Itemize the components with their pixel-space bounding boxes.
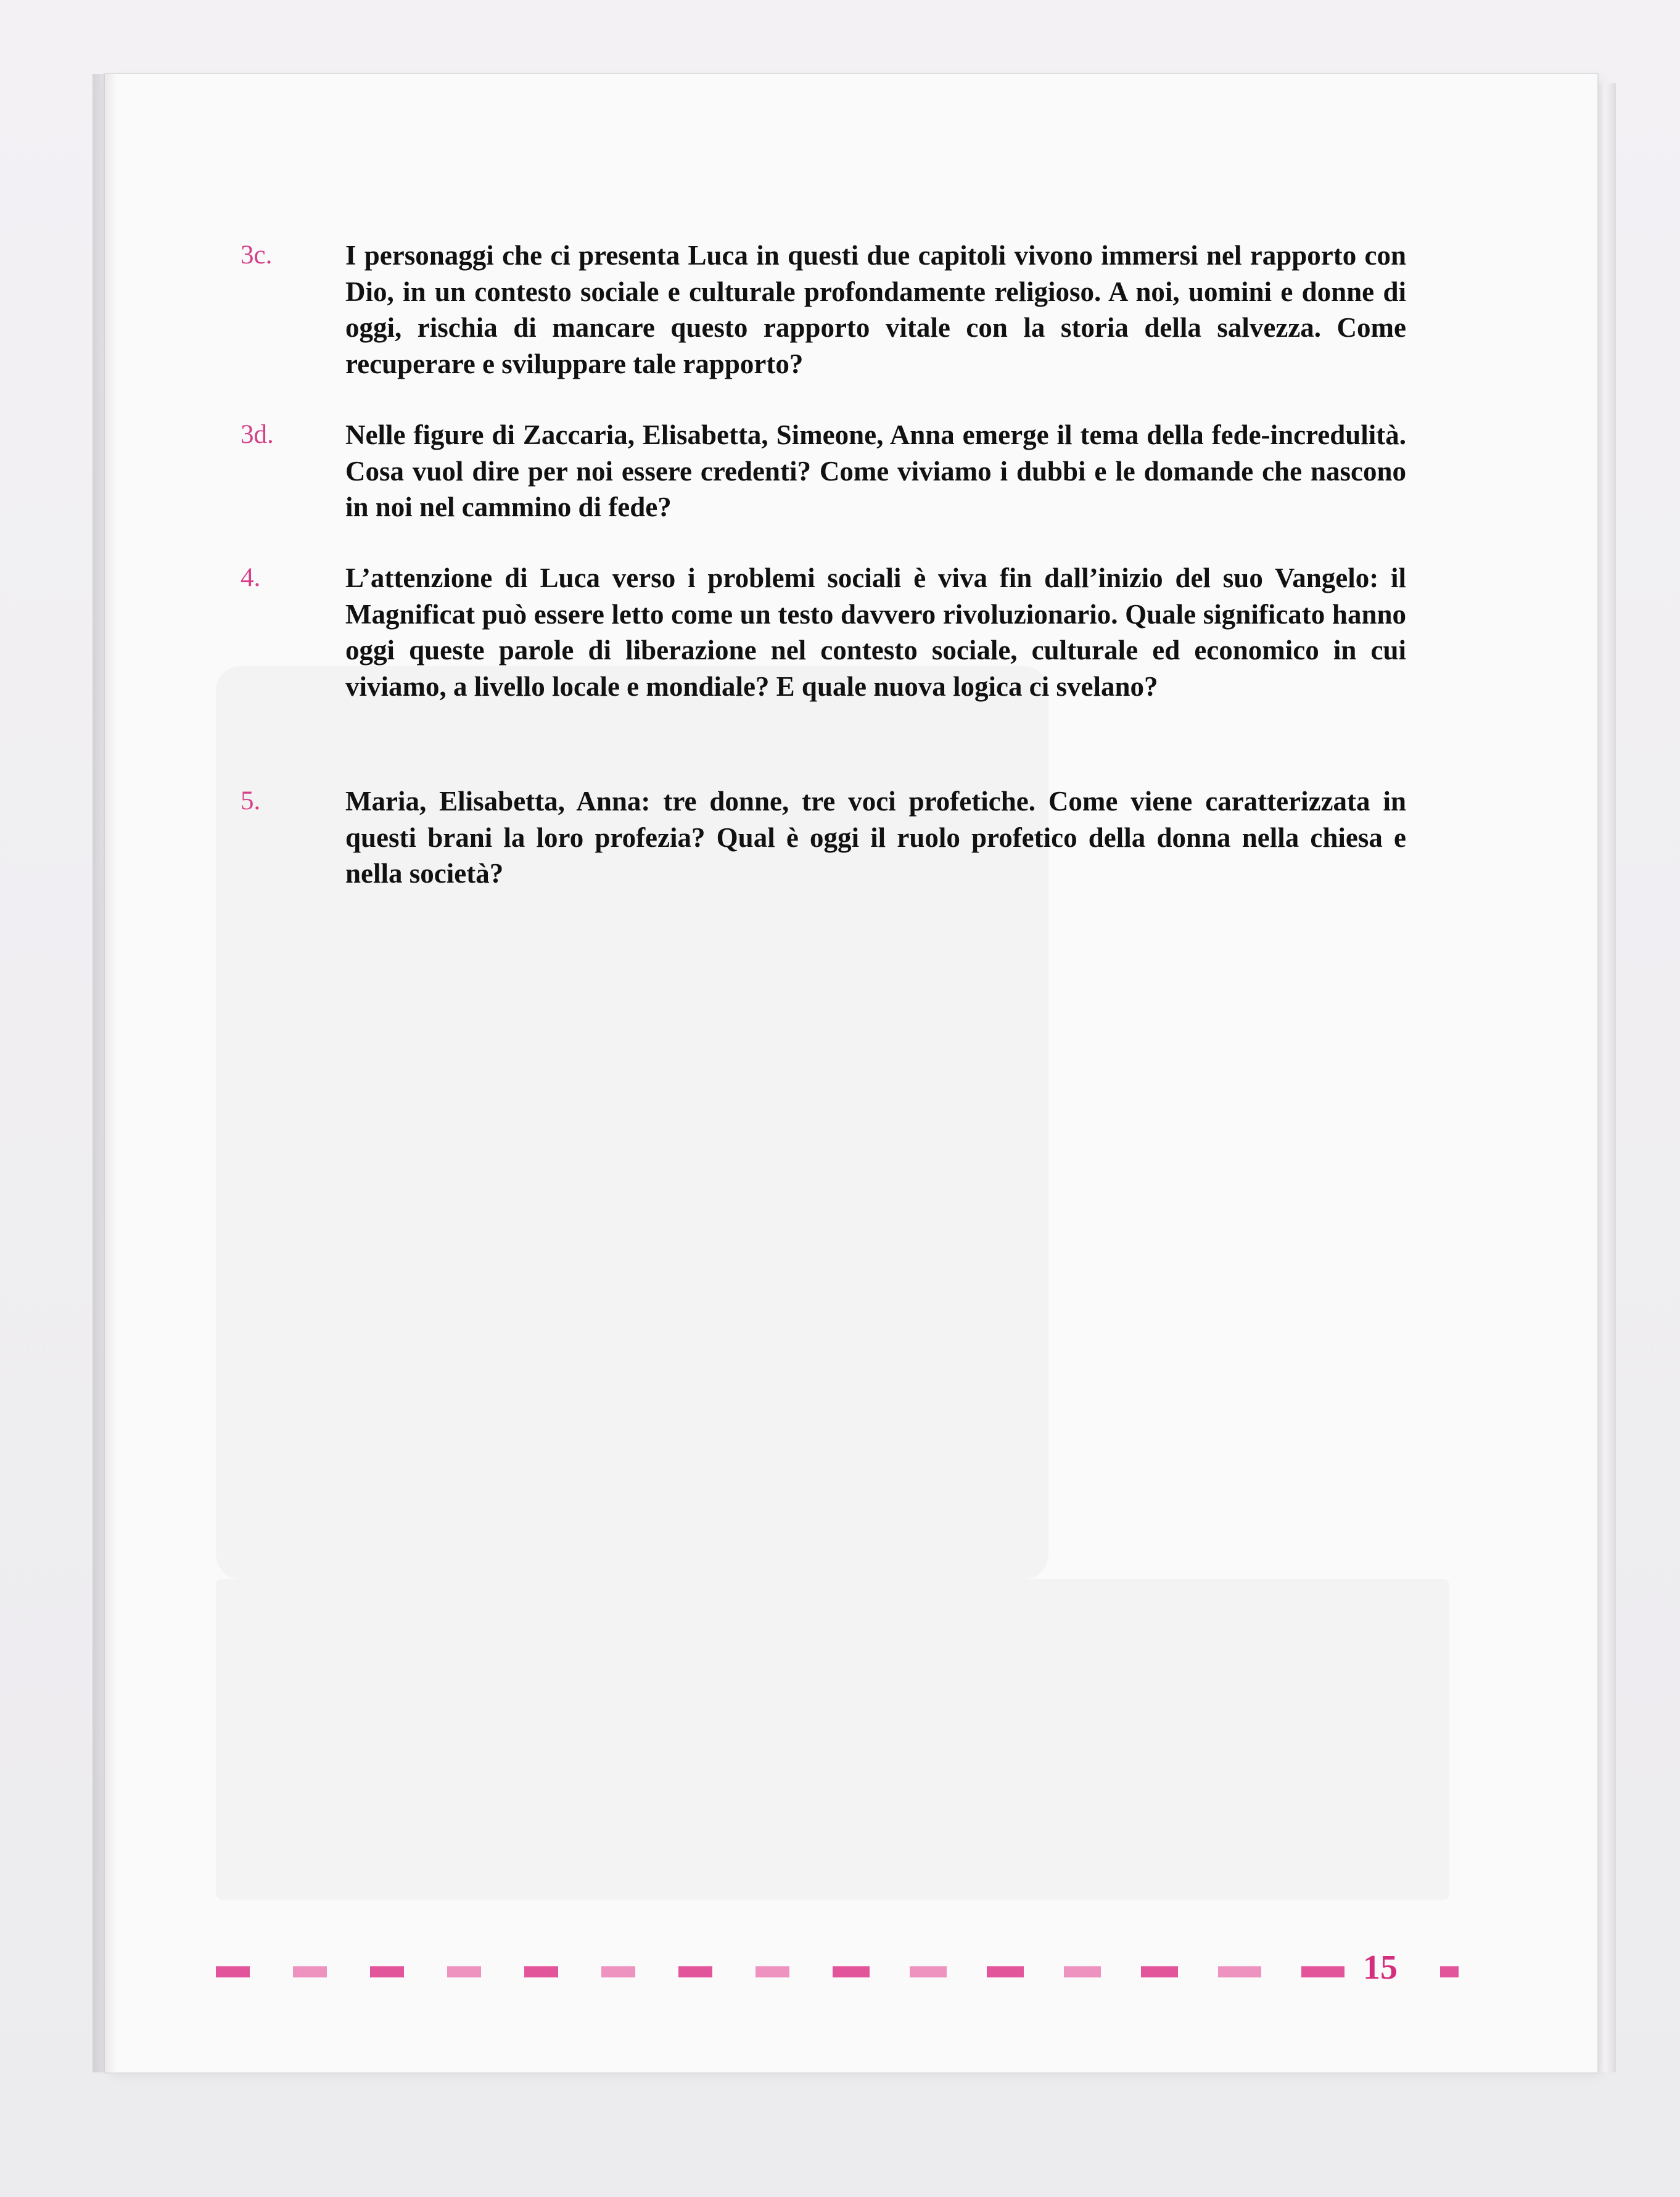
footer-bar-segment: [293, 1966, 327, 1977]
footer-bar-segment: [447, 1966, 481, 1977]
show-through-text: [216, 1579, 1449, 1900]
footer-bar-segment: [1218, 1966, 1261, 1977]
footer-bar-segment: [833, 1966, 870, 1977]
question-text: Nelle figure di Zaccaria, Elisabetta, Simeone, Anna emerge il tema della fede-incredulità. Cosa vuol dire per noi essere credenti? Come viviamo i dubbi e le domande che nascono in noi nel cammino di fede?: [345, 419, 1406, 522]
footer-bar-segment: [1301, 1966, 1344, 1977]
footer-bar-segment: [1440, 1966, 1459, 1977]
question-3c: [241, 237, 1406, 382]
footer-bar-segment: [1141, 1966, 1178, 1977]
footer-bar-segment: [601, 1966, 635, 1977]
footer-bar-segment: [524, 1966, 558, 1977]
footer-bar-segment: [987, 1966, 1024, 1977]
footer-bar-segment: [678, 1966, 712, 1977]
question-text: Maria, Elisabetta, Anna: tre donne, tre voci profetiche. Come viene caratterizzata in questi brani la loro profezia? Qual è oggi il ruolo profetico della donna nella chiesa e nella società?: [345, 786, 1406, 889]
question-number: 4.: [241, 563, 261, 592]
page-edge: [1597, 83, 1616, 2072]
footer-bar-segment: [370, 1966, 404, 1977]
footer-bar-segment: [216, 1966, 250, 1977]
question-number: 3c.: [241, 241, 273, 270]
footer-bar-segment: [910, 1966, 947, 1977]
question-4: [241, 560, 1406, 704]
gutter-shadow: [93, 74, 117, 2072]
footer-bar-segment: [756, 1966, 789, 1977]
question-number: 5.: [241, 786, 261, 815]
question-5: [241, 783, 1406, 892]
footer-decorative-bar: [216, 1963, 1462, 1981]
question-3d: [241, 417, 1406, 526]
page-number: 15: [1363, 1948, 1398, 1987]
question-text: I personaggi che ci presenta Luca in questi due capitoli vivono immersi nel rapporto con Dio, in un contesto sociale e culturale profondamente religioso. A noi, uomini e donne di oggi, rischia di mancare questo rapporto vitale con la storia della salvezza. Come recuperare e sviluppare tale rapporto?: [345, 240, 1406, 379]
question-number: 3d.: [241, 420, 274, 449]
footer-bar-segment: [1064, 1966, 1101, 1977]
question-text: L’attenzione di Luca verso i problemi sociali è viva fin dall’inizio del suo Vangelo: il Magnificat può essere letto come un testo davvero rivoluzionario. Quale significato hanno oggi queste parole di liberazione nel contesto sociale, culturale ed economico in cui viviamo, a livello locale e mondiale? E quale nuova logica ci svelano?: [345, 563, 1406, 702]
